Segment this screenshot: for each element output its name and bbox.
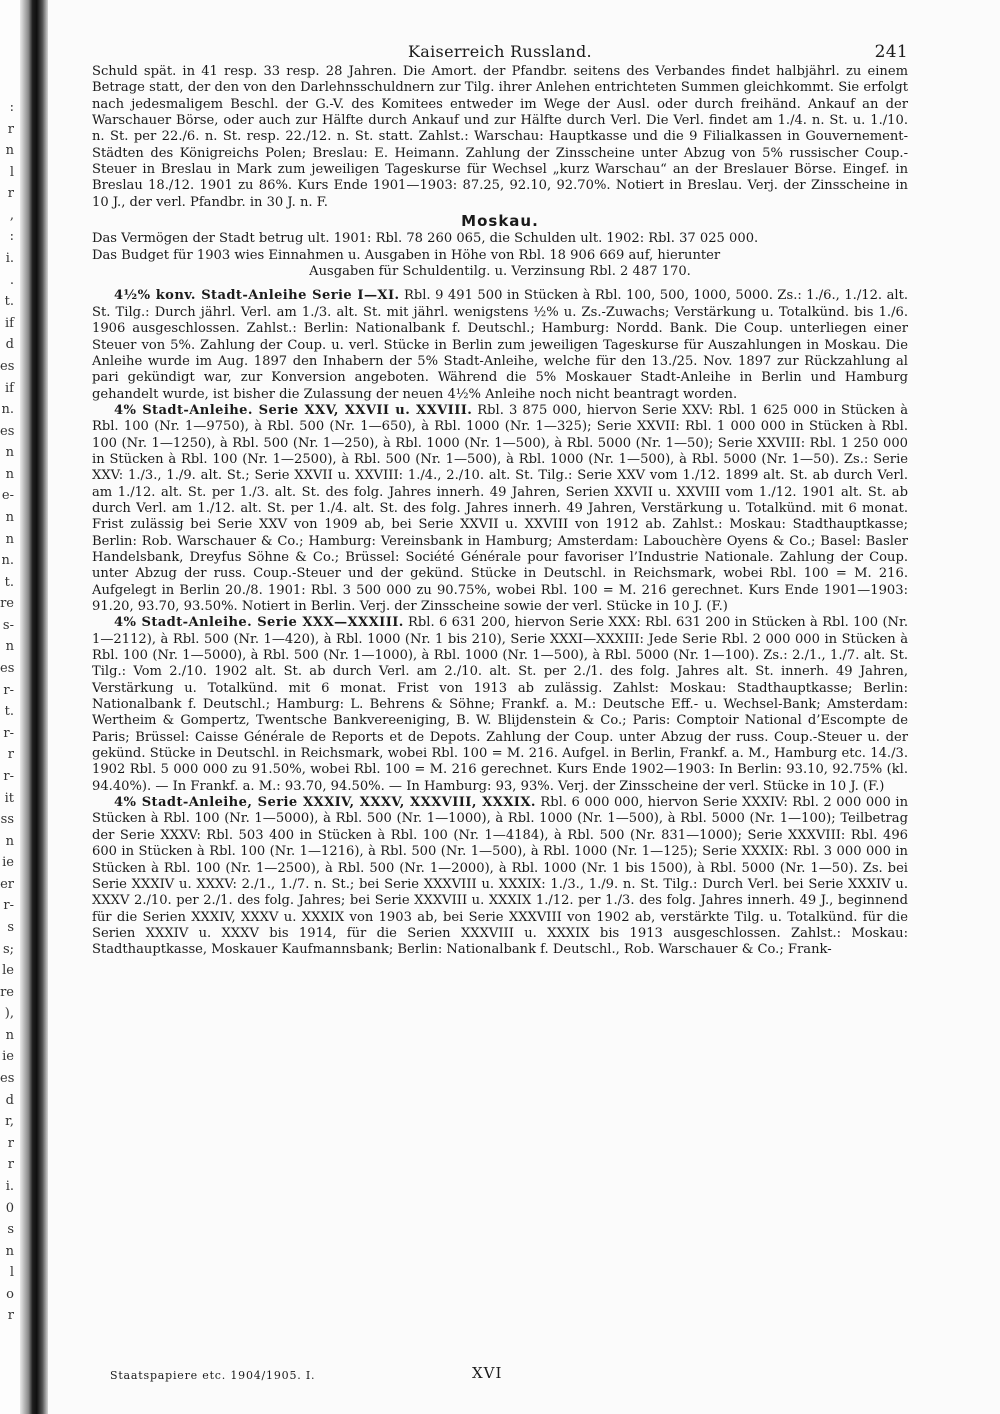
margin-fragment: l bbox=[9, 1265, 14, 1281]
bond-entry bbox=[92, 795, 908, 958]
margin-fragment: . bbox=[9, 272, 14, 288]
margin-fragment: t. bbox=[4, 294, 14, 310]
bond-entry bbox=[92, 288, 908, 402]
footer-signature-mark: XVI bbox=[472, 1364, 503, 1382]
margin-fragment: n bbox=[5, 1027, 14, 1043]
bond-entry-title: 4% Stadt-Anleihe, Serie XXXIV, XXXV, XXXVIII, XXXIX. bbox=[114, 795, 536, 811]
bond-entry-title: 4% Stadt-Anleihe. Serie XXX—XXXIII. bbox=[114, 615, 404, 631]
book-gutter bbox=[20, 0, 48, 1414]
margin-fragment: n bbox=[5, 1243, 14, 1259]
margin-fragment: es bbox=[0, 358, 15, 374]
margin-fragment: r- bbox=[3, 682, 14, 698]
margin-fragment: n bbox=[5, 639, 14, 655]
margin-fragment: l bbox=[9, 164, 14, 180]
margin-fragment: r, bbox=[5, 1114, 14, 1130]
bond-entry-title: 4½% konv. Stadt-Anleihe Serie I—XI. bbox=[114, 288, 400, 304]
margin-fragment: it bbox=[4, 790, 14, 806]
margin-fragment: 0 bbox=[5, 1200, 14, 1216]
margin-fragment: r bbox=[7, 747, 14, 763]
margin-fragment: n. bbox=[1, 402, 14, 418]
margin-fragment: d bbox=[5, 1092, 14, 1108]
margin-fragment: , bbox=[9, 207, 14, 223]
margin-fragment: i. bbox=[5, 251, 14, 267]
margin-fragment: re bbox=[0, 984, 14, 1000]
margin-fragment: t. bbox=[4, 704, 14, 720]
page-number: 241 bbox=[874, 42, 908, 62]
margin-fragment: r bbox=[7, 186, 14, 202]
bond-entry-title: 4% Stadt-Anleihe. Serie XXV, XXVII u. XXVIII. bbox=[114, 402, 473, 418]
margin-fragment: r- bbox=[3, 898, 14, 914]
margin-fragment: : bbox=[9, 100, 14, 115]
margin-fragment: ie bbox=[2, 1049, 14, 1065]
margin-fragment: if bbox=[5, 380, 14, 396]
margin-fragment: n bbox=[5, 445, 14, 461]
page-footer bbox=[92, 1360, 908, 1382]
margin-fragment: es bbox=[0, 661, 15, 677]
margin-fragment: ie bbox=[2, 855, 14, 871]
section-line-3: Ausgaben für Schuldentilg. u. Verzinsung Rbl. 2 487 170. bbox=[309, 264, 691, 280]
body-text bbox=[92, 64, 908, 959]
margin-fragment: i. bbox=[5, 1178, 14, 1194]
margin-fragment: r- bbox=[3, 725, 14, 741]
bond-entry-body: Rbl. 6 000 000, hiervon Serie XXXIV: Rbl. 2 000 000 in Stücken à Rbl. 100 (Nr. 1—5000), à Rbl. 500 (Nr. 1—1000), à Rbl. 1000 (Nr. 1—500), à Rbl. 5000 (Nr. 1—100); Teilbetrag der Serie XXXV: Rbl. 503 400 in Stücken à Rbl. 100 (Nr. 1—4184), à Rbl. 500 (Nr. 831—1000); Serie XXXVIII: Rbl. 496 600 in Stücken à Rbl. 100 (Nr. 1—1216), à Rbl. 500 (Nr. 1—500), à Rbl. 1000 (Nr. 1—125); Serie XXXIX: Rbl. 3 000 000 in Stücken à Rbl. 100 (Nr. 1—2500), à Rbl. 500 (Nr. 1—2000), à Rbl. 1000 (Nr. 1 bis 1500), à Rbl. 5000 (Nr. 1—50). Zs. bei Serie XXXIV u. XXXV: 2./1., 1./7. n. St.; bei Serie XXXVIII u. XXXIX: 1./3., 1./9. n. St. Tilg.: Durch Verl. bei Serie XXXIV u. XXXV 2./10. per 2./1. des folg. Jahres; bei Serie XXXVIII u. XXXIX 1./12. per 1./3. des folg. Jahres innerh. 49 J., beginnend für die Serien XXXIV, XXXV u. XXXIX von 1903 ab, bei Serie XXXVIII von 1902 ab, verstärkte Tilg. u. Totalkünd. für die Serien XXXIV u. XXXV bis 1914, für die Serien XXXVIII u. XXXIX bis 1913 ausgeschlossen. Zahlst.: Moskau: Stadthauptkasse, Moskauer Kaufmannsbank; Berlin: Nationalbank f. Deutschl., Rob. Warschauer & Co.; Frank- bbox=[92, 795, 909, 958]
margin-fragment: ), bbox=[4, 1006, 14, 1022]
margin-fragment: n bbox=[5, 531, 14, 547]
margin-fragment: es bbox=[0, 1071, 15, 1087]
margin-fragment: r- bbox=[3, 768, 14, 784]
margin-fragment: r bbox=[7, 1135, 14, 1151]
margin-fragment: r bbox=[7, 1308, 14, 1324]
margin-fragment: n bbox=[5, 143, 14, 159]
document-page bbox=[92, 36, 908, 1382]
bond-entry-body: Rbl. 6 631 200, hiervon Serie XXX: Rbl. 631 200 in Stücken à Rbl. 100 (Nr. 1—2112), à Rbl. 500 (Nr. 1—420), à Rbl. 1000 (Nr. 1 bis 210), Serie XXXI—XXXIII: Jede Serie Rbl. 2 000 000 in Stücken à Rbl. 100 (Nr. 1—5000), à Rbl. 500 (Nr. 1—1000), à Rbl. 1000 (Nr. 1—500), à Rbl. 5000 (Nr. 1—100). Zs.: 2./1., 1./7. alt. St. Tilg.: Vom 2./10. 1902 alt. St. ab durch Verl. am 2./10. alt. St. per 2./1. des folg. Jahres alt. St. innerh. 49 Jahren, Verstärkung u. Totalkünd. mit 6 monat. Frist von 1913 ab zulässig. Zahlst: Moskau: Stadthauptkasse; Berlin: Nationalbank f. Deutschl.; Hamburg: L. Behrens & Söhne; Frankf. a. M.: Deutsche Eff.- u. Wechsel-Bank; Amsterdam: Wertheim & Gompertz, Twentsche Bankvereeniging, B. W. Blijdenstein & Co.; Paris: Comptoir National d’Escompte de Paris; Brüssel: Caisse Générale de Reports et de Depots. Zahlung der Coup. unter Abzug der russ. Coup.-Steuer u. der gekünd. Stücke in Deutschl. in Reichsmark, wobei Rbl. 100 = M. 216. Aufgel. in Berlin, Frankf. a. M., Hamburg etc. 14./3. 1902 Rbl. 5 000 000 zu 91.50%, wobei Rbl. 100 = M. 216 gerechnet. Kurs Ende 1902—1903: In Berlin: 93.10, 92.75% (kl. 94.40%). — In Frankf. a. M.: 93.70, 94.50%. — In Hamburg: 93, 93%. Verj. der Zinsscheine der verl. Stücke in 10 J. (F.) bbox=[92, 615, 908, 794]
margin-fragment: n bbox=[5, 833, 14, 849]
section-line-2: Das Budget für 1903 wies Einnahmen u. Ausgaben in Höhe von Rbl. 18 906 669 auf, hierunter bbox=[92, 247, 721, 263]
running-head-title: Kaiserreich Russland. bbox=[408, 42, 592, 61]
margin-fragment: if bbox=[5, 315, 14, 331]
margin-fragment: n bbox=[5, 510, 14, 525]
margin-fragment: re bbox=[0, 596, 14, 612]
margin-fragment: s bbox=[7, 1222, 14, 1238]
footer-publication: Staatspapiere etc. 1904/1905. I. bbox=[110, 1369, 316, 1382]
margin-fragment: es bbox=[0, 423, 15, 439]
margin-fragment: er bbox=[0, 876, 14, 892]
margin-fragment: s- bbox=[2, 617, 14, 633]
margin-fragment: o bbox=[6, 1286, 14, 1302]
margin-fragment: ss bbox=[0, 812, 14, 828]
section-line-1: Das Vermögen der Stadt betrug ult. 1901: Rbl. 78 260 065, die Schulden ult. 1902: Rbl. 37 025 000. bbox=[92, 231, 759, 247]
margin-fragment: s; bbox=[2, 941, 14, 957]
margin-fragment: n. bbox=[1, 553, 14, 569]
margin-fragment: d bbox=[5, 337, 14, 353]
margin-fragment: : bbox=[9, 229, 14, 245]
margin-fragment: r bbox=[7, 121, 14, 137]
bond-entry-body: Rbl. 3 875 000, hiervon Serie XXV: Rbl. 1 625 000 in Stücken à Rbl. 100 (Nr. 1—9750), à Rbl. 500 (Nr. 1—650), à Rbl. 1000 (Nr. 1—325); Serie XXVII: Rbl. 1 000 000 in Stücken à Rbl. 100 (Nr. 1—1250), à Rbl. 500 (Nr. 1—250), à Rbl. 1000 (Nr. 1—500), à Rbl. 5000 (Nr. 1—50); Serie XXVIII: Rbl. 1 250 000 in Stücken à Rbl. 100 (Nr. 1—2500), à Rbl. 500 (Nr. 1—500), à Rbl. 1000 (Nr. 1—500), à Rbl. 5000 (Nr. 1—50). Zs.: Serie XXV: 1./3., 1./9. alt. St.; Serie XXVII u. XXVIII: 1./4., 2./10. alt. St. Tilg.: Serie XXV vom 1./12. 1899 alt. St. ab durch Verl. am 1./12. alt. St. per 1./3. alt. St. des folg. Jahres innerh. 49 Jahren, Serien XXVII u. XXVIII vom 1./12. 1901 alt. St. ab durch Verl. am 1./12. alt. St. per 1./4. alt. St. des folg. Jahres innerh. 49 Jahren, Verstärkung u. Totalkünd. mit 6 monat. Frist zulässig bei Serie XXV von 1909 ab, bei Serie XXVII u. XXVIII von 1912 ab. Zahlst.: Moskau: Stadthauptkasse; Berlin: Rob. Warschauer & Co.; Hamburg: Vereinsbank in Hamburg; Amsterdam: Labouchère Oyens & Co.; Basel: Basler Handelsbank, Dreyfus Söhne & Co.; Brüssel: Société Générale pour favoriser l’Industrie Nationale. Zahlung der Coup. unter Abzug der russ. Coup.-Steuer und der gekünd. Stücke in Deutschl. in Reichsmark, wobei Rbl. 100 = M. 216. Aufgelegt in Berlin 20./8. 1901: Rbl. 3 500 000 zu 90.75%, wobei Rbl. 100 = M. 216 gerechnet. Kurs Ende 1901—1903: 91.20, 93.70, 93.50%. Notiert in Berlin. Verj. der Zinsscheine sowie der verl. Stücke in 10 J. (F.) bbox=[92, 402, 909, 614]
bond-entry bbox=[92, 403, 908, 615]
margin-fragment: e- bbox=[1, 488, 14, 504]
section-heading: Moskau. bbox=[461, 212, 539, 231]
bond-entry-body: Rbl. 9 491 500 in Stücken à Rbl. 100, 500, 1000, 5000. Zs.: 1./6., 1./12. alt. St. Tilg.: Durch jährl. Verl. am 1./3. alt. St. mit jährl. wenigstens ½% u. Zs.-Zuwachs; Verstärkung u. Totalkünd. bis 1./6. 1906 ausgeschlossen. Zahlst.: Berlin: Nationalbank f. Deutschl.; Hamburg: Nordd. Bank. Die Coup. unterliegen einer Steuer von 5%. Zahlung der Coup. u. verl. Stücke in Berlin zum jeweiligen Tageskurse für Auszahlungen in Moskau. Die Anleihe wurde im Aug. 1897 den Inhabern der 5% Stadt-Anleihe, welche für den 13./25. Nov. 1897 zur Rückzahlung al pari gekündigt war, zur Konversion angeboten. Während die 5% Moskauer Stadt-Anleihe in Berlin und Hamburg gehandelt wurde, ist bisher die Zulassung der neuen 4½% Anleihe noch nicht beantragt worden. bbox=[92, 288, 908, 402]
bond-entry bbox=[92, 615, 908, 795]
margin-fragment: s bbox=[7, 920, 14, 935]
intro-paragraph: Schuld spät. in 41 resp. 33 resp. 28 Jahren. Die Amort. der Pfandbr. seitens des Verbandes findet halbjährl. zu einem Betrage statt, der den von den Darlehnsschuldnern zur Tilg. ihrer Anlehen entrichteten Summen gleichkommt. Sie erfolgt nach jedesmaligem Beschl. der G.-V. des Komitees entweder im Wege der Ausl. oder durch freihänd. Ankauf an der Warschauer Börse, oder auch zur Hälfte durch Ankauf und zur Hälfte durch Verl. Die Verl. findet am 1./4. n. St. u. 1./10. n. St. per 22./6. n. St. resp. 22./12. n. St. statt. Zahlst.: Warschau: Hauptkasse und die 9 Filialkassen in Gouvernement-Städten des Königreichs Polen; Breslau: E. Heimann. Zahlung der Zinsscheine unter Abzug von 5% russischer Coup.-Steuer in Breslau in Mark zum jeweiligen Tageskurse für Wechsel „kurz Warschau“ an der Breslauer Börse. Eingef. in Breslau 18./12. 1901 zu 86%. Kurs Ende 1901—1903: 87.25, 92.10, 92.70%. Notiert in Breslau. Verj. der Zinsscheine in 10 J., der verl. Pfandbr. in 30 J. n. F. bbox=[92, 64, 908, 210]
margin-fragment: le bbox=[2, 963, 14, 979]
margin-fragment: n bbox=[5, 466, 14, 482]
previous-page-edge bbox=[0, 0, 20, 1414]
running-head bbox=[92, 36, 908, 64]
margin-fragment: r bbox=[7, 1157, 14, 1173]
margin-fragment: t. bbox=[4, 574, 14, 590]
